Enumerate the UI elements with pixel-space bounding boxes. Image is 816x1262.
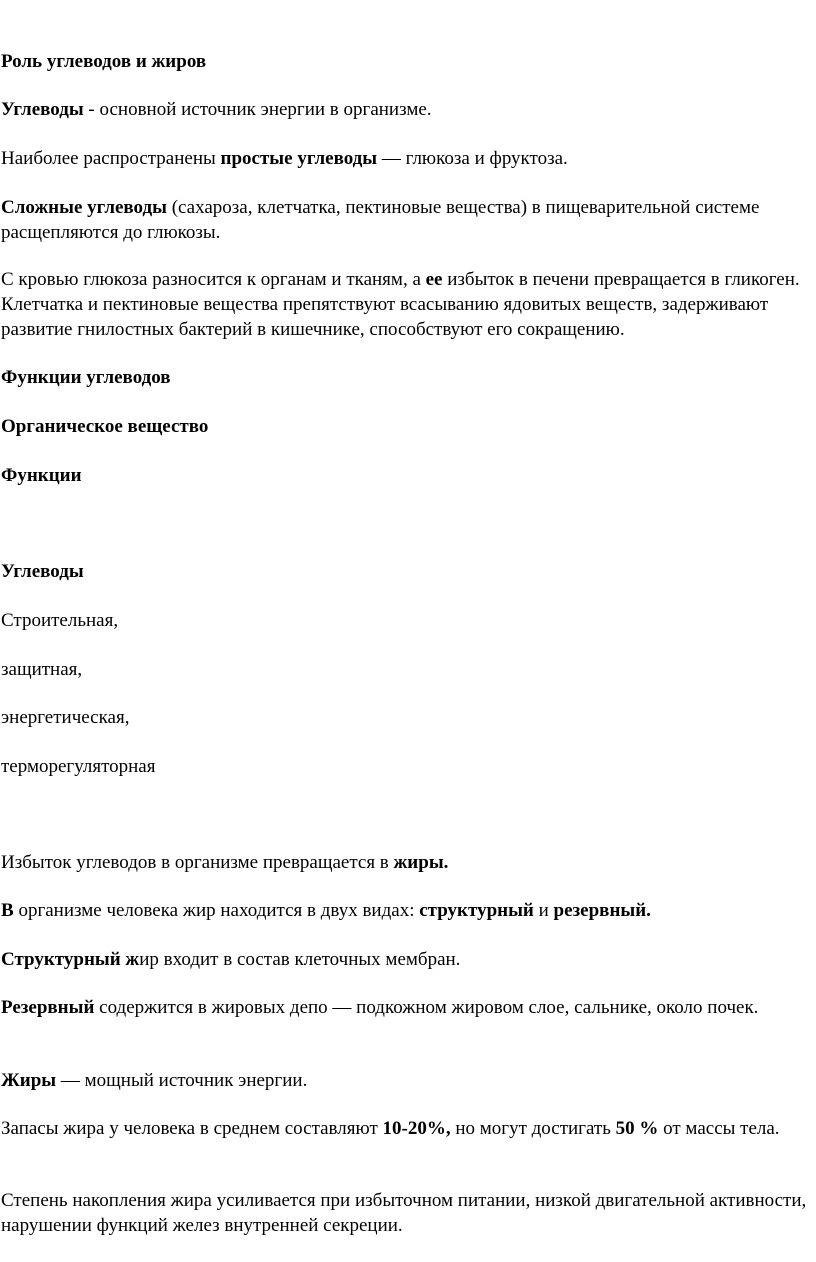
function-item: терморегуляторная [1,756,156,777]
function-item: Строительная, [1,610,119,631]
paragraph-fat-types: В организме человека жир находится в двух видах: структурный и резервный. [1,900,651,921]
function-item: защитная, [1,659,83,680]
paragraph-structural-fat: Структурный жир входит в состав клеточных мембран. [1,949,461,970]
paragraph-simple-carbs: Наиболее распространены простые углеводы — глюкоза и фруктоза. [1,148,568,169]
heading-functions: Функции [1,465,82,486]
paragraph-complex-carbs: Сложные углеводы (сахароза, клетчатка, пектиновые вещества) в пищеварительной системе расщепляются до глюкозы. [1,197,760,243]
paragraph-fat-accumulation: Степень накопления жира усиливается при избыточном питании, низкой двигательной активности, нарушении функций желез внутренней секреции. [1,1190,807,1236]
paragraph-carbs-energy: Углеводы - основной источник энергии в организме. [1,99,432,120]
paragraph-fat-reserves: Запасы жира у человека в среднем составляют 10-20%, но могут достигать 50 % от массы тела. [1,1118,780,1139]
heading-carb-functions: Функции углеводов [1,367,171,388]
paragraph-reserve-fat: Резервный содержится в жировых депо — подкожном жировом слое, сальнике, около почек. [1,997,759,1018]
heading-carbs: Углеводы [1,561,84,582]
function-item: энергетическая, [1,707,130,728]
paragraph-excess-carbs: Избыток углеводов в организме превращается в жиры. [1,852,449,873]
document-title: Роль углеводов и жиров [1,51,207,72]
heading-organic-substance: Органическое вещество [1,416,209,437]
paragraph-fats-energy: Жиры — мощный источник энергии. [1,1070,308,1091]
paragraph-glucose: С кровью глюкоза разносится к органам и тканям, а ее избыток в печени превращается в гликоген. Клетчатка и пектиновые вещества препятствуют всасыванию ядовитых веществ, задерживают развитие гнилостных бактерий в кишечнике, способствуют его сокращению. [1,269,800,340]
